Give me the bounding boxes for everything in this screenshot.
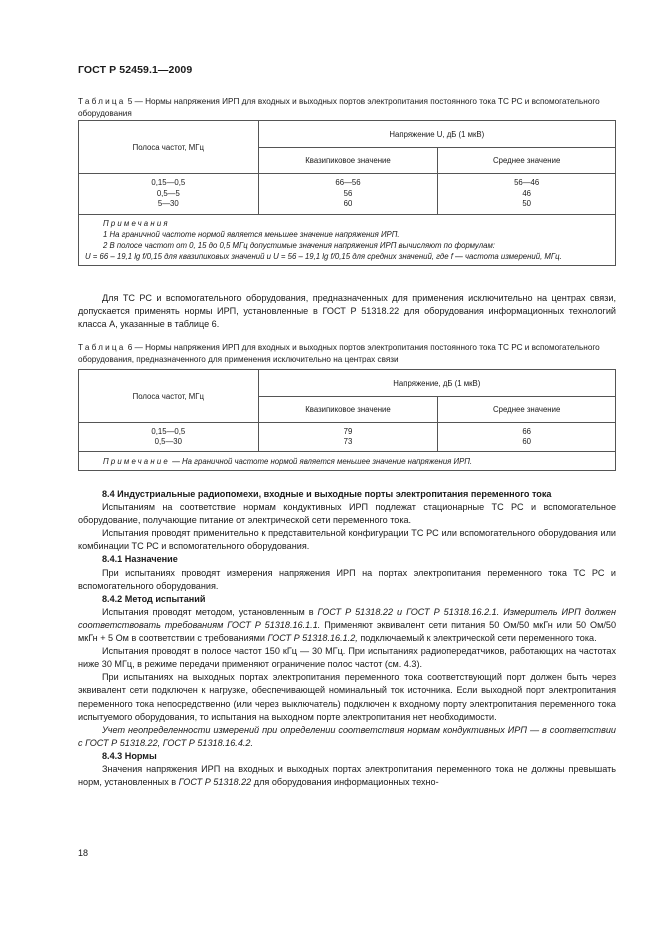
table-cell: 73 (343, 437, 353, 446)
table-cell: 56 (343, 188, 353, 198)
text-run: Значения напряжения ИРП на входных и выходных портах электропитания переменного тока не должны превышать норм, установленных в (78, 763, 616, 788)
paragraph-text: Испытаниям на соответствие нормам кондуктивных ИРП подлежат стационарные ТС РС и вспомогательное оборудование, получающие питание от электрической сети переменного тока. (78, 502, 616, 526)
paragraph-text: Испытания проводят применительно к представительной конфигурации ТС РС или вспомогательного оборудования или комбинации ТС РС и вспомогательного оборудования. (78, 528, 616, 552)
paragraph-uncertainty (78, 724, 616, 750)
table6-caption (78, 342, 616, 366)
table5-col-avg: Среднее значение (438, 148, 616, 174)
table-cell: 50 (522, 199, 531, 209)
table6-note (79, 452, 616, 471)
table5-col-voltage: Напряжение U, дБ (1 мкВ) (258, 121, 615, 148)
table5-col-band: Полоса частот, МГц (79, 121, 259, 174)
section-8-4-heading: 8.4 Индустриальные радиопомехи, входные и выходные порты электропитания переменного тока (102, 489, 552, 499)
table-cell: 5—30 (157, 199, 179, 209)
table5 (78, 120, 616, 266)
table5-col-qp: Квазипиковое значение (258, 148, 438, 174)
table6-band-cells (79, 423, 259, 452)
table5-note2a: 2 В полосе частот от 0, 15 до 0,5 МГц допустимые значения напряжения ИРП вычисляют по формулам: (103, 241, 495, 250)
paragraph-text: При испытаниях проводят измерения напряжения ИРП на портах электропитания переменного тока ТС РС и вспомогательного оборудования. (78, 567, 616, 591)
standard-reference: ГОСТ Р 51318.22 и ГОСТ Р 51318.16.2.1. Измеритель ИРП должен соответствовать требованиям ГОСТ Р 51318.16.1.1. (78, 606, 616, 630)
table-cell: 56—46 (514, 178, 540, 188)
table5-caption-word: Таблица (78, 97, 126, 106)
table-cell: 0,15—0,5 (151, 178, 186, 188)
table6-caption-word: Таблица (78, 343, 126, 352)
section-8-4-1-heading: 8.4.1 Назначение (102, 554, 178, 565)
table-cell: 46 (522, 188, 531, 198)
table-cell: 60 (522, 437, 531, 446)
document-header: ГОСТ Р 52459.1—2009 (78, 64, 193, 76)
table5-note1: 1 На граничной частоте нормой является меньшее значение напряжения ИРП. (103, 230, 400, 239)
table5-avg-cells (438, 174, 616, 215)
paragraph-method (78, 606, 616, 645)
table5-qp-cells (258, 174, 438, 215)
section-8-4 (78, 488, 616, 789)
table-cell: 0,5—5 (156, 188, 180, 198)
paragraph-norms (78, 763, 616, 789)
text-run: подключаемый к электрической сети переменного тока. (360, 633, 597, 644)
table5-note2b: U = 66 – 19,1 lg f/0,15 для квазипиковых значений и U = 56 – 19,1 lg f/0,15 для средних значений, где f — частота измерений, МГц. (85, 252, 562, 261)
table-cell: 0,15—0,5 (151, 426, 186, 436)
paragraph-after-table5 (78, 292, 616, 331)
table6-avg-cells (438, 423, 616, 452)
table6-qp-cells (258, 423, 438, 452)
table5-caption (78, 96, 616, 120)
table6-col-avg: Среднее значение (438, 397, 616, 423)
table6-note-text: — На граничной частоте нормой является меньшее значение напряжения ИРП. (172, 456, 473, 466)
page-number: 18 (78, 848, 89, 858)
table6-col-band: Полоса частот, МГц (79, 370, 259, 423)
table-cell: 79 (343, 426, 353, 436)
table5-notes-title: Примечания (103, 219, 170, 228)
table-cell: 0,5—30 (154, 437, 182, 446)
table-cell: 66 (522, 426, 531, 436)
table5-caption-text: 5 — Нормы напряжения ИРП для входных и выходных портов электропитания постоянного тока ТС РС и вспомогательного оборудования (78, 97, 600, 118)
standard-reference: ГОСТ Р 51318.16.1.2, (267, 633, 358, 644)
paragraph-text: Для ТС РС и вспомогательного оборудования, предназначенных для применения исключительно на центрах связи, допускается применять нормы ИРП, установленные в ГОСТ Р 51318.22 для оборудования информационных технологий класса А, указанные в таблице 6. (78, 293, 616, 330)
text-run: для оборудования информационных техно- (253, 777, 439, 788)
table5-notes (79, 215, 616, 266)
table-cell: 60 (343, 199, 353, 209)
table6-col-voltage: Напряжение, дБ (1 мкВ) (258, 370, 615, 397)
table5-band-cells (79, 174, 259, 215)
table-cell: 66—56 (335, 178, 361, 188)
text-run: Применяют эквивалент сети питания 50 Ом/50 мкГн или 50 Ом/50 мкГн + 5 Ом в соответствии с требованиями (78, 619, 616, 644)
table6-col-qp: Квазипиковое значение (258, 397, 438, 423)
section-8-4-3-heading: 8.4.3 Нормы (102, 750, 157, 761)
standard-reference: ГОСТ Р 51318.22 (178, 777, 252, 788)
table6 (78, 369, 616, 471)
table6-caption-text: 6 — Нормы напряжения ИРП для входных и выходных портов электропитания постоянного тока ТС РС и вспомогательного оборудования, предназначенного для применения исключительно на центрах связи (78, 343, 600, 364)
paragraph-text: При испытаниях на выходных портах электропитания переменного тока соответствующий порт должен быть через эквивалент сети подключен к нагрузке, обеспечивающей номинальный ток источника. Если выходной порт электропитания переменного тока непосредственно (или через выключатель) подключен к входному порту электропитания переменного тока испытуемого оборудования, то испытания на выходном порте электропитания нет необходимости. (78, 672, 616, 722)
paragraph-text: Испытания проводят в полосе частот 150 кГц — 30 МГц. При испытаниях радиопередатчиков, работающих на частотах ниже 30 МГц, в режиме передачи применяют ограничение полос частот (см. 4.3). (78, 646, 616, 670)
table6-note-word: Примечание (103, 456, 170, 466)
section-8-4-2-heading: 8.4.2 Метод испытаний (102, 593, 206, 604)
text-run: Испытания проводят методом, установленным в (102, 606, 314, 617)
text-run: Учет неопределенности измерений при определении соответствия нормам кондуктивных ИРП — в соответствии с ГОСТ Р 51318.22, ГОСТ Р 51318.16.4.2. (78, 724, 616, 748)
